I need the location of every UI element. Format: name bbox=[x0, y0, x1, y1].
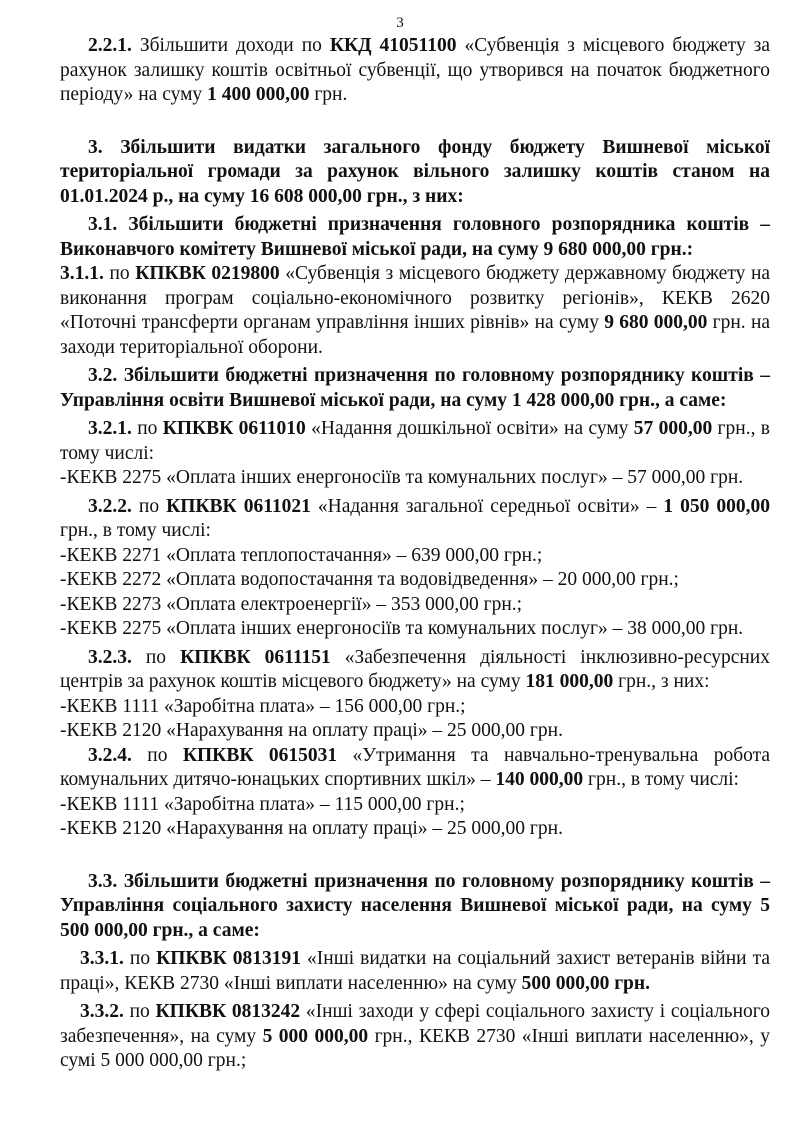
income-code: ККД 41051100 bbox=[329, 35, 457, 56]
paragraph-3-1-1 bbox=[60, 262, 770, 360]
item-tail: грн., в тому числі: bbox=[60, 418, 771, 464]
program-code: КПКВК 0615031 bbox=[182, 744, 338, 766]
paragraph-2-2-1 bbox=[60, 34, 770, 108]
expense-line: -КЕКВ 1111 «Заробітна плата» – 115 000,00 грн.; bbox=[60, 793, 465, 815]
item-text: «Субвенція з місцевого бюджету державному бюджету на виконання програм соціально-економічного розвитку регіонів», КЕКВ 2620 «Поточні трансферти органам управління інших рівнів» на суму bbox=[60, 263, 771, 333]
program-code: КПКВК 0813242 bbox=[155, 1001, 301, 1022]
section-3-heading: 3. Збільшити видатки загального фонду бюджету Вишневої міської територіальної громади за рахунок вільного залишку коштів станом на 01.01.2024 р., на суму 16 608 000,00 грн., з них: bbox=[60, 136, 770, 207]
item-amount: 1 050 000,00 bbox=[663, 495, 771, 517]
item-text: «Забезпечення діяльності інклюзивно-ресурсних центрів за рахунок коштів місцевого бюджету» на суму bbox=[60, 646, 770, 692]
section-3-2-heading: 3.2. Збільшити бюджетні призначення по головному розпоряднику коштів – Управління освіти Вишневої міської ради, на суму 1 428 000,00 грн., а саме: bbox=[60, 365, 770, 411]
expense-line: -КЕКВ 2271 «Оплата теплопостачання» – 639 000,00 грн.; bbox=[60, 544, 543, 566]
item-amount: 140 000,00 bbox=[495, 769, 584, 790]
paragraph-3-3-1 bbox=[60, 947, 770, 996]
section-3-1-heading: 3.1. Збільшити бюджетні призначення головного розпорядника коштів – Виконавчого комітету Вишневої міської ради, на суму 9 680 000,00 грн.: bbox=[60, 214, 770, 260]
expense-line: -КЕКВ 2272 «Оплата водопостачання та водовідведення» – 20 000,00 грн.; bbox=[60, 569, 679, 590]
program-code: КПКВК 0611021 bbox=[166, 495, 311, 517]
item-lead: по bbox=[129, 948, 151, 969]
item-amount: 9 680 000,00 bbox=[604, 312, 708, 333]
program-code: КПКВК 0611010 bbox=[162, 418, 306, 439]
program-code: КПКВК 0611151 bbox=[180, 646, 331, 668]
item-text: «Субвенція з місцевого бюджету за рахунок залишку коштів освітньої субвенції, що утворився на початок бюджетного періоду» на суму bbox=[60, 35, 771, 105]
item-text: «Надання дошкільної освіти» на суму bbox=[311, 418, 629, 439]
item-number: 2.2.1. bbox=[88, 35, 132, 56]
paragraph-3-2-2 bbox=[60, 495, 770, 544]
expense-line: -КЕКВ 2275 «Оплата інших енергоносіїв та комунальних послуг» – 38 000,00 грн. bbox=[60, 618, 744, 639]
item-amount: 181 000,00 bbox=[525, 671, 614, 692]
paragraph-3-2-1 bbox=[60, 417, 770, 466]
program-code: КПКВК 0813191 bbox=[156, 948, 301, 969]
expense-line: -КЕКВ 2120 «Нарахування на оплату праці» – 25 000,00 грн. bbox=[60, 720, 563, 741]
item-lead: Збільшити доходи по bbox=[139, 35, 322, 56]
item-text: «Інші заходи у сфері соціального захисту і соціального забезпечення», на суму bbox=[60, 1001, 771, 1047]
item-number: 3.2.3. bbox=[88, 646, 132, 668]
item-text: «Надання загальної середньої освіти» – bbox=[317, 495, 657, 517]
item-number: 3.3.2. bbox=[80, 1001, 124, 1022]
item-amount: 5 000 000,00 bbox=[262, 1025, 369, 1047]
paragraph-3-2-3 bbox=[60, 646, 770, 695]
program-code: КПКВК 0219800 bbox=[135, 263, 280, 284]
page-number: 3 bbox=[396, 15, 404, 31]
item-number: 3.2.4. bbox=[88, 744, 132, 766]
item-lead: по bbox=[147, 744, 168, 766]
section-3-3-heading: 3.3. Збільшити бюджетні призначення по головному розпоряднику коштів – Управління соціального захисту населення Вишневої міської ради, на суму 5 500 000,00 грн., а саме: bbox=[60, 870, 770, 941]
item-amount: 57 000,00 bbox=[633, 418, 713, 439]
item-amount: 500 000,00 грн. bbox=[521, 972, 651, 994]
item-tail: грн., з них: bbox=[618, 671, 710, 692]
item-tail: грн. bbox=[314, 84, 348, 105]
paragraph-3-2-4 bbox=[60, 744, 770, 793]
item-number: 3.2.2. bbox=[88, 495, 132, 517]
expense-line: -КЕКВ 1111 «Заробітна плата» – 156 000,00 грн.; bbox=[60, 695, 466, 717]
expense-line: -КЕКВ 2120 «Нарахування на оплату праці» – 25 000,00 грн. bbox=[60, 818, 563, 839]
item-lead: по bbox=[138, 495, 160, 517]
item-text: «Утримання та навчально-тренувальна робота комунальних дитячо-юнацьких спортивних шкіл» – bbox=[60, 744, 771, 790]
item-lead: по bbox=[129, 1001, 150, 1022]
expense-line: -КЕКВ 2273 «Оплата електроенергії» – 353 000,00 грн.; bbox=[60, 593, 523, 615]
item-number: 3.3.1. bbox=[80, 948, 124, 969]
item-tail: грн., в тому числі: bbox=[60, 520, 211, 541]
item-tail: грн. на заходи територіальної оборони. bbox=[60, 312, 771, 358]
item-text: «Інші видатки на соціальний захист ветеранів війни та праці», КЕКВ 2730 «Інші виплати населенню» на суму bbox=[60, 948, 771, 994]
item-amount: 1 400 000,00 bbox=[207, 84, 310, 105]
item-number: 3.1.1. bbox=[60, 263, 104, 284]
item-lead: по bbox=[109, 263, 130, 284]
item-lead: по bbox=[145, 646, 167, 668]
item-tail: грн., в тому числі: bbox=[588, 769, 739, 790]
expense-line: -КЕКВ 2275 «Оплата інших енергоносіїв та комунальних послуг» – 57 000,00 грн. bbox=[60, 467, 744, 488]
item-number: 3.2.1. bbox=[88, 418, 132, 439]
paragraph-3-3-2 bbox=[60, 1000, 770, 1074]
item-tail: грн., КЕКВ 2730 «Інші виплати населенню», у сумі 5 000 000,00 грн.; bbox=[60, 1025, 770, 1071]
item-lead: по bbox=[137, 418, 158, 439]
